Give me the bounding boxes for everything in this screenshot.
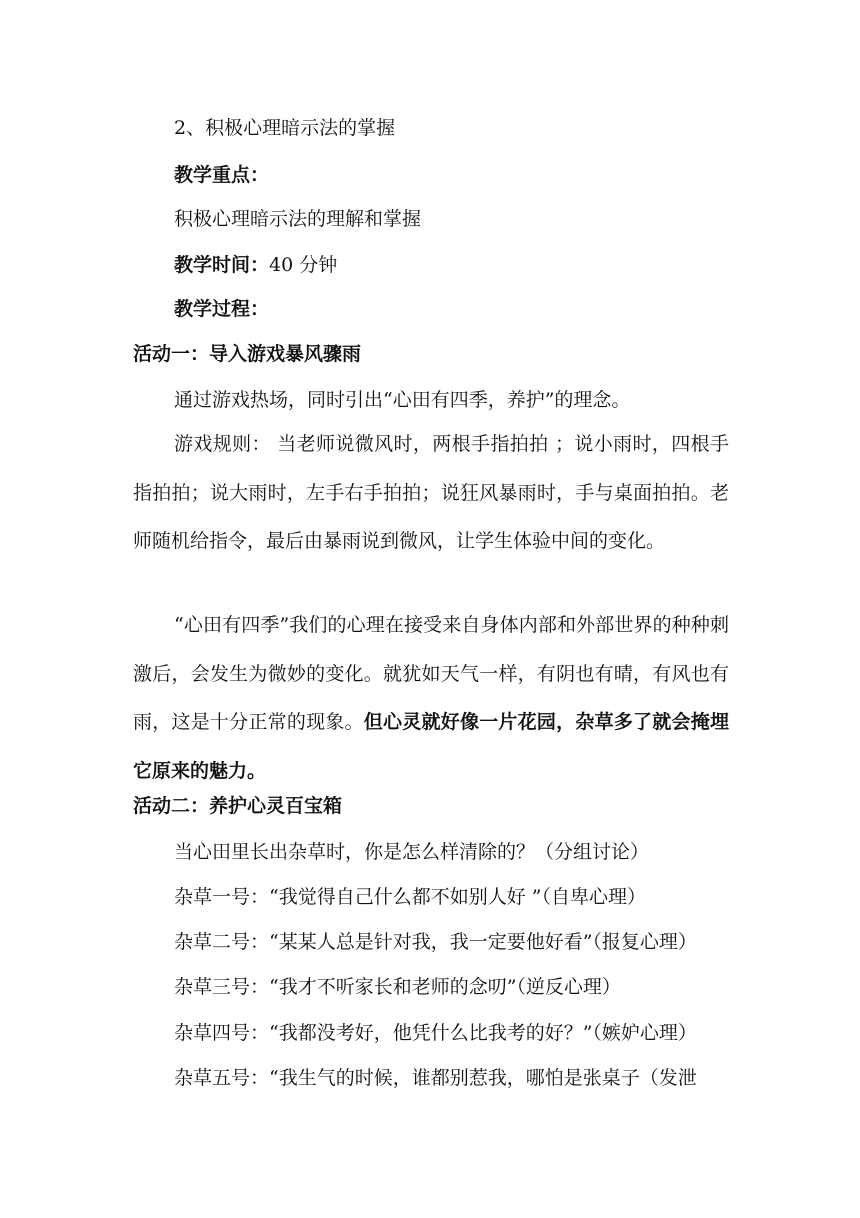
teaching-time-line xyxy=(174,253,337,277)
activity-one-title: 活动一：导入游戏暴风骤雨 xyxy=(133,343,362,365)
activity-one-intro: 通过游戏热场，同时引出“心田有四季，养护”的理念。 xyxy=(174,389,631,411)
process-heading: 教学过程： xyxy=(174,298,270,320)
game-rules-paragraph: 游戏规则： 当老师说微风时，两根手指拍拍 ；说小雨时，四根手指拍拍；说大雨时，左手右手拍拍；说狂风暴雨时，手与桌面拍拍。老师随机给指令，最后由暴雨说到微风，让学生体验中间的变化。 xyxy=(133,433,729,552)
objective-line-2: 2、积极心理暗示法的掌握 xyxy=(174,117,396,139)
teaching-time-label: 教学时间： xyxy=(174,254,270,276)
activity-two-title: 活动二：养护心灵百宝箱 xyxy=(133,795,343,817)
weed-item-1: 杂草一号：“我觉得自己什么都不如别人好 ”（自卑心理） xyxy=(174,886,646,908)
four-seasons-paragraph xyxy=(133,601,729,795)
activity-two-question: 当心田里长出杂草时，你是怎么样清除的？（分组讨论） xyxy=(174,841,650,863)
weed-item-3: 杂草三号：“我才不听家长和老师的念叨”（逆反心理） xyxy=(174,976,621,998)
weed-item-4: 杂草四号：“我都没考好，他凭什么比我考的好？”（嫉妒心理） xyxy=(174,1022,697,1044)
key-point-heading: 教学重点： xyxy=(174,164,270,186)
weed-item-2: 杂草二号：“某某人总是针对我，我一定要他好看”（报复心理） xyxy=(174,931,697,953)
four-seasons-emphasis: 但心灵就好像一片花园，杂草多了就会掩埋它原来的魅力。 xyxy=(133,711,729,782)
four-seasons-text: “心田有四季”我们的心理在接受来自身体内部和外部世界的种种刺激后，会发生为微妙的变化。就犹如天气一样，有阴也有晴，有风也有雨，这是十分正常的现象。 xyxy=(133,614,729,733)
weed-item-5: 杂草五号：“我生气的时候，谁都别惹我，哪怕是张桌子（发泄 xyxy=(174,1067,697,1089)
key-point-text: 积极心理暗示法的理解和掌握 xyxy=(174,208,422,230)
teaching-time-value: 40 分钟 xyxy=(269,254,338,276)
